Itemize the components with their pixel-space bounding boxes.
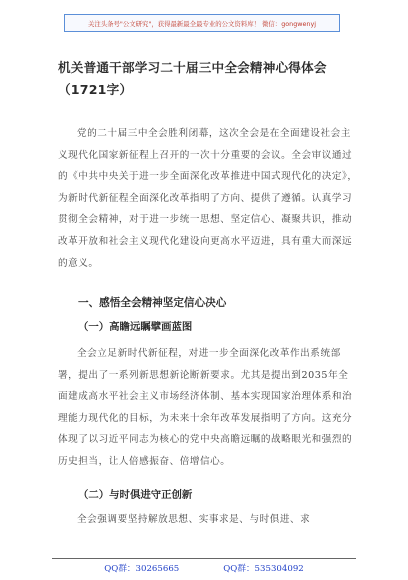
- footer-qq-group-2: QQ群：535304092: [223, 564, 304, 574]
- promo-banner-text: 关注头条号"公文研究"，获得最新最全最专业的公文资料库！ 微信：gongwenyj: [87, 19, 317, 28]
- document-title: 机关普通干部学习二十届三中全会精神心得体会（1721字）: [58, 60, 327, 97]
- paragraph-intro: 党的二十届三中全会胜利闭幕，这次全会是在全面建设社会主义现代化国家新征程上召开的一次十分重要的会议。全会审议通过的《中共中央关于进一步全面深化改革推进中国式现代化的决定》，为新时代新征程全面深化改革指明了方向、提供了遵循。认真学习贯彻全会精神，对于进一步统一思想、坚定信心、凝聚共识，推动改革开放和社会主义现代化建设向更高水平迈进，具有重大而深远的意义。: [58, 128, 358, 269]
- footer-qq-group-1: QQ群：30265665: [104, 564, 180, 574]
- page-footer: [0, 562, 408, 574]
- paragraph-blueprint: 全会立足新时代新征程，对进一步全面深化改革作出系统部署，提出了一系列新思想新论断新要求。尤其是提出到2035年全面建成高水平社会主义市场经济体制、基本实现国家治理体系和治理能力现代化的目标，为未来十余年改革发展指明了方向。这充分体现了以习近平同志为核心的党中央高瞻远瞩的战略眼光和强烈的历史担当，让人倍感振奋、倍增信心。: [58, 348, 353, 467]
- section-heading-1: 一、感悟全会精神坚定信心决心: [78, 297, 227, 309]
- promo-banner: [64, 14, 340, 32]
- footer-divider: [52, 558, 356, 559]
- paragraph-innovation: 全会强调要坚持解放思想、实事求是、与时俱进、求: [77, 514, 311, 525]
- subsection-heading-2: （二）与时俱进守正创新: [78, 489, 193, 501]
- subsection-heading-1: （一）高瞻远瞩擘画蓝图: [78, 321, 193, 333]
